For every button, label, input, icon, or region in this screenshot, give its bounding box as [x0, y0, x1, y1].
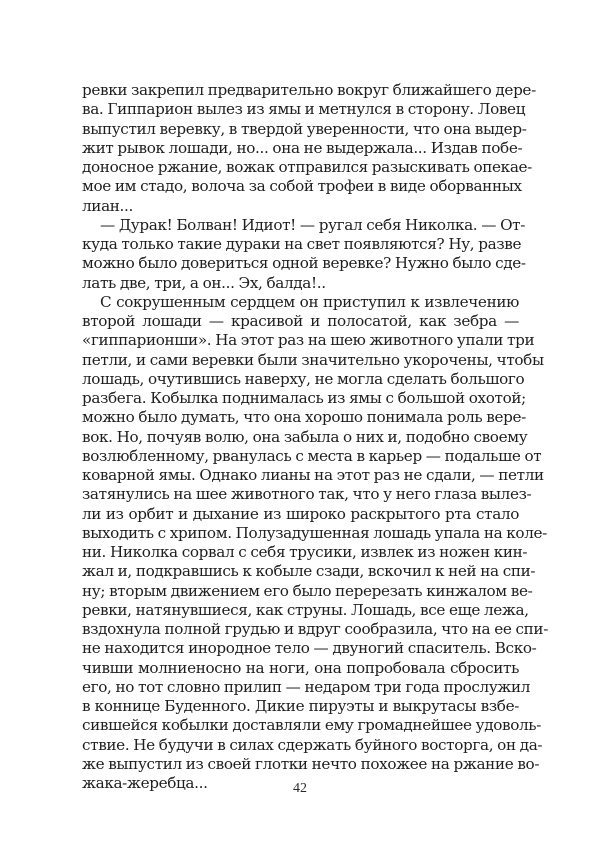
- text-line: выходить с хрипом. Полузадушенная лошадь упала на коле-: [82, 523, 547, 542]
- text-line: сившейся кобылки доставляли ему громаднейшее удоволь-: [82, 716, 542, 735]
- text-line: ли из орбит и дыхание из широко раскрытого рта стало: [82, 504, 519, 523]
- page-number: 42: [293, 781, 307, 796]
- text-line: ствие. Не будучи в силах сдержать буйного восторга, он да-: [82, 735, 543, 754]
- text-line: его, но тот словно прилип — недаром три года прослужил: [82, 677, 531, 696]
- text-line: «гиппарионши». На этот раз на шею животного упали три: [82, 331, 535, 350]
- text-line: не находится инородное тело — двуногий спаситель. Вско-: [82, 639, 537, 658]
- text-line: разбега. Кобылка поднималась из ямы с большой охотой;: [82, 389, 526, 407]
- text-line: второй лошади — красивой и полосатой, как зебра —: [82, 312, 519, 330]
- text-line: — Дурак! Болван! Идиот! — ругал себя Николка. — От-: [100, 215, 526, 234]
- text-line: выпустил веревку, в твердой уверенности, что она выдер-: [82, 119, 527, 138]
- text-line: вок. Но, почуяв волю, она забыла о них и, подобно своему: [82, 427, 528, 446]
- text-line: ревки, натянувшиеся, как струны. Лошадь, все еще лежа,: [82, 600, 529, 619]
- text-line: возлюбленному, рванулась с места в карьер — подальше от: [82, 446, 542, 465]
- text-line: жал и, подкравшись к кобыле сзади, вскочил к ней на спи-: [82, 562, 536, 581]
- text-line: в коннице Буденного. Дикие пируэты и выкрутасы взбе-: [82, 697, 519, 715]
- text-line: петли, и сами веревки были значительно укорочены, чтобы: [82, 350, 544, 369]
- text-line: можно было думать, что она хорошо понимала роль вере-: [82, 408, 526, 427]
- text-line: лать две, три, а он... Эх, балда!..: [82, 273, 326, 292]
- text-line: чивши молниеносно на ноги, она попробовала сбросить: [82, 658, 519, 677]
- text-line: лиан...: [82, 196, 133, 215]
- text-line: жака-жеребца...: [82, 774, 208, 792]
- text-line: доносное ржание, вожак отправился разыскивать опекае-: [82, 158, 532, 176]
- text-line: С сокрушенным сердцем он приступил к извлечению: [100, 292, 519, 311]
- text-line: можно было довериться одной веревке? Нужно было сде-: [82, 254, 526, 273]
- text-line: коварной ямы. Однако лианы на этот раз не сдали, — петли: [82, 466, 544, 484]
- text-line: куда только такие дураки на свет появляются? Ну, разве: [82, 235, 522, 253]
- text-line: вздохнула полной грудью и вдруг сообразила, что на ее спи-: [82, 620, 548, 638]
- text-line: мое им стадо, волоча за собой трофеи в виде оборванных: [82, 177, 522, 196]
- text-line: ни. Николка сорвал с себя трусики, извлек из ножен кин-: [82, 543, 528, 561]
- text-line: ва. Гиппарион вылез из ямы и метнулся в сторону. Ловец: [82, 100, 526, 119]
- text-line: жит рывок лошади, но... она не выдержала... Издав побе-: [82, 138, 523, 157]
- text-line: лошадь, очутившись наверху, не могла сделать большого: [82, 369, 525, 388]
- text-line: ревки закрепил предварительно вокруг ближайшего дере-: [82, 81, 536, 99]
- text-line: ну; вторым движением его было перерезать кинжалом ве-: [82, 581, 533, 600]
- body-text: [82, 81, 548, 793]
- text-line: затянулись на шее животного так, что у него глаза вылез-: [82, 485, 532, 504]
- text-line: же выпустил из своей глотки нечто похожее на ржание во-: [82, 754, 540, 773]
